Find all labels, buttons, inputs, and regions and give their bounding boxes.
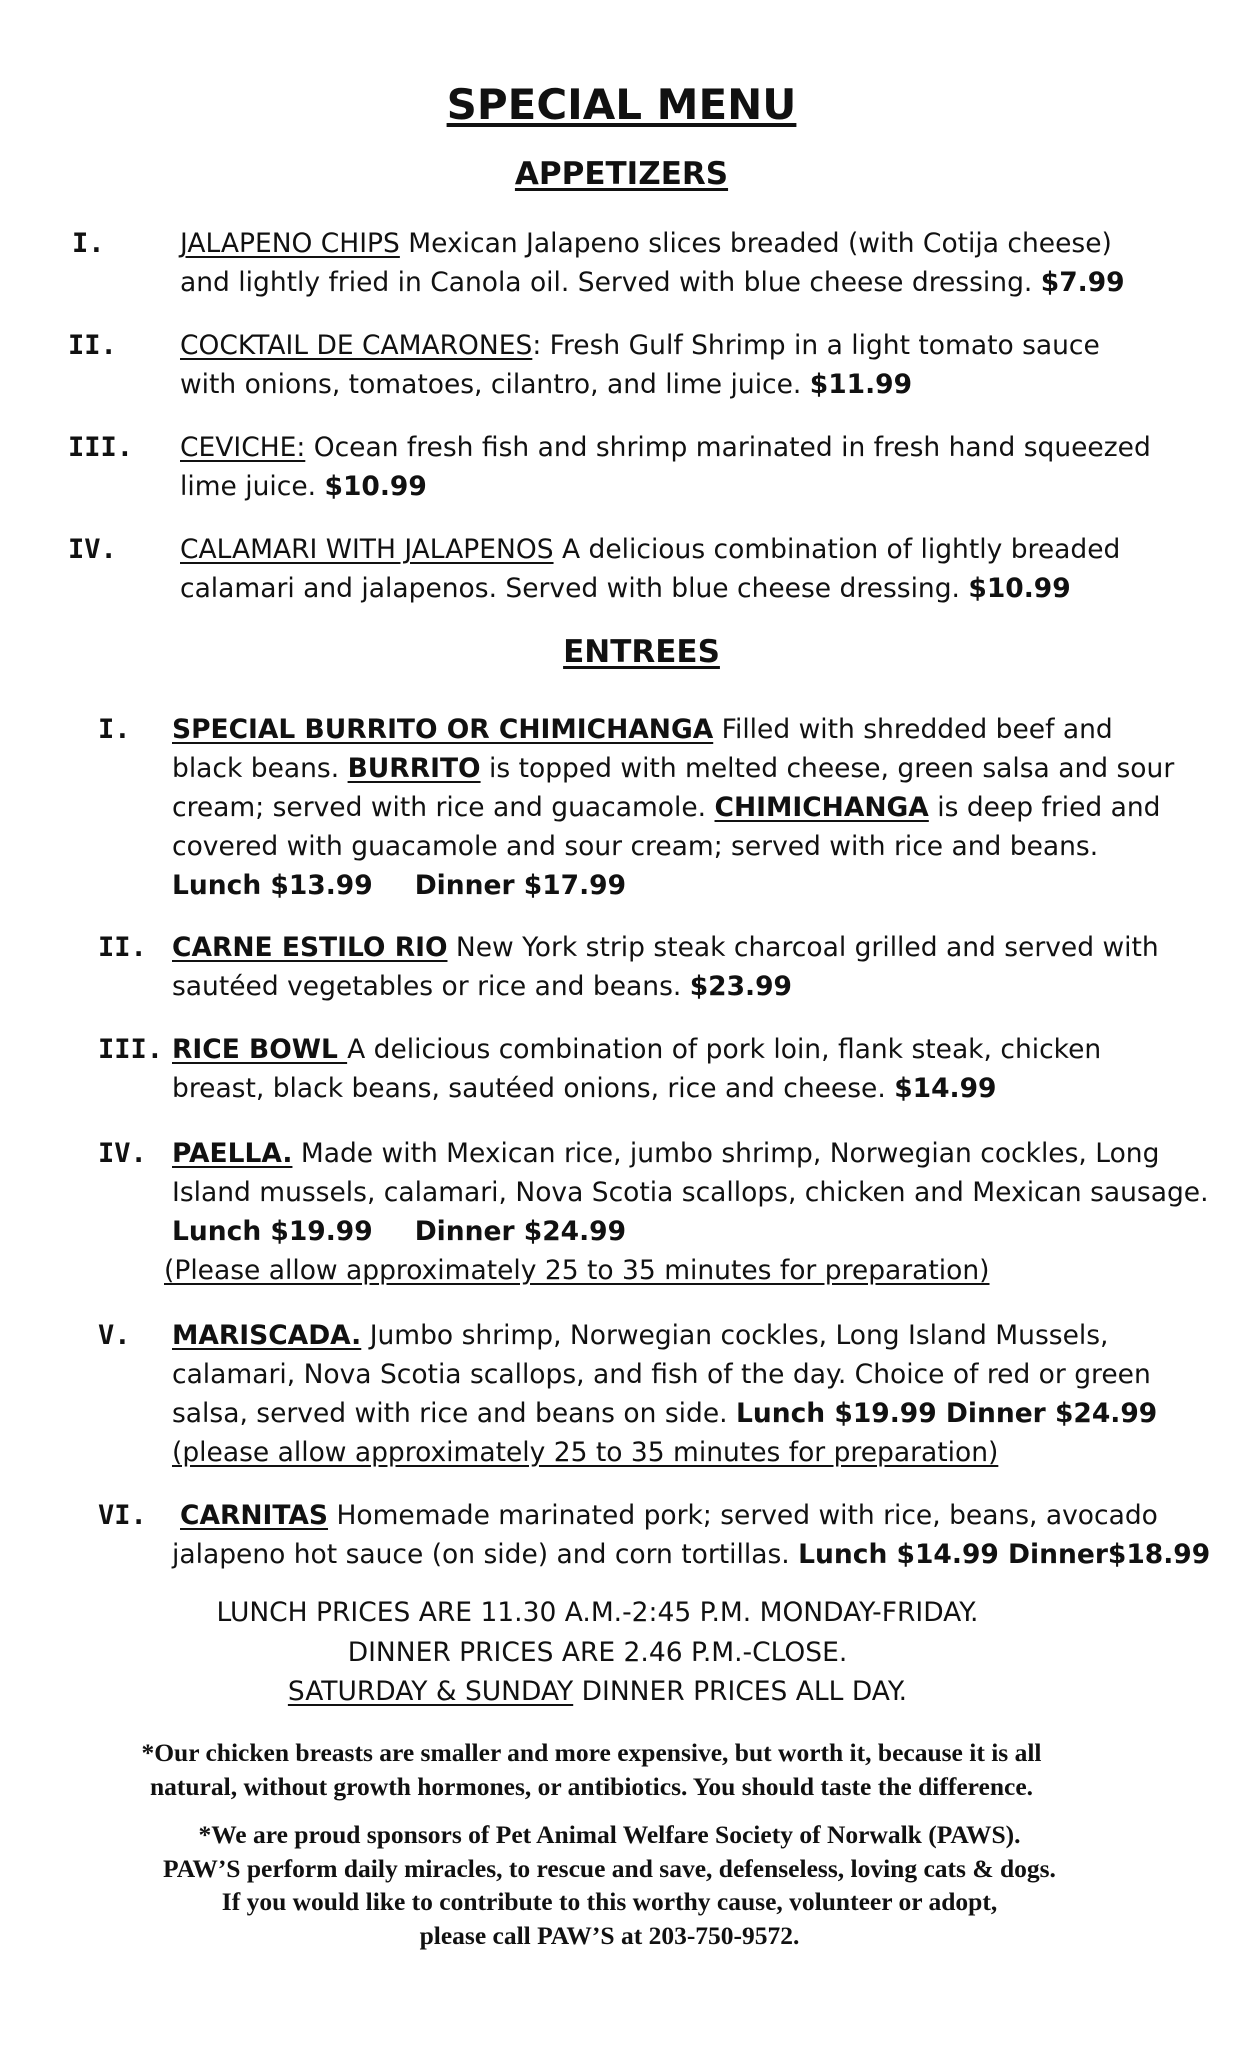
item-name: CALAMARI WITH JALAPENOS (180, 534, 554, 565)
item-name: SPECIAL BURRITO OR CHIMICHANGA (172, 714, 714, 745)
entree-item: SPECIAL BURRITO OR CHIMICHANGA Filled with shredded beef and black beans. BURRITO is topped with melted cheese, green salsa and sour cream; served with rice and guacamole. CHIMICHANGA is deep fried and covered with guacamole and sour cream; served with rice and beans. Lunch $13.99 Dinner $17.99 (172, 714, 1175, 901)
item-price: Lunch $19.99 Dinner $24.99 (735, 1398, 1158, 1429)
dinner-price: Dinner $24.99 (414, 1216, 627, 1247)
entree-number: VI. (98, 1500, 147, 1531)
item-price: $10.99 (324, 471, 427, 502)
appetizer-item: CEVICHE: Ocean fresh fish and shrimp marinated in fresh hand squeezed lime juice. $10.99 (180, 432, 1151, 502)
entree-item: CARNITAS Homemade marinated pork; served with rice, beans, avocado jalapeno hot sauce (on side) and corn tortillas. Lunch $14.99 Dinner$18.99 (172, 1500, 1211, 1570)
item-price: Lunch $14.99 Dinner$18.99 (798, 1539, 1211, 1570)
appetizer-number: III. (68, 432, 134, 463)
dinner-price: Dinner $17.99 (414, 870, 627, 901)
appetizer-item: CALAMARI WITH JALAPENOS A delicious combination of lightly breaded calamari and jalapenos. Served with blue cheese dressing. $10.99 (180, 534, 1121, 604)
lunch-price: Lunch $19.99 (172, 1216, 373, 1247)
item-name: CARNITAS (180, 1500, 329, 1531)
entree-number: I. (98, 714, 131, 745)
entree-item: MARISCADA. Jumbo shrimp, Norwegian cockles, Long Island Mussels, calamari, Nova Scotia scallops, and fish of the day. Choice of red or green salsa, served with rice and beans on side. Lunch $19.99 Dinner $24.99 (please allow approximately 25 to 35 minutes for preparation) (172, 1320, 1158, 1468)
prep-note: (Please allow approximately 25 to 35 minutes for preparation) (164, 1255, 990, 1286)
lunch-price: Lunch $13.99 (172, 870, 373, 901)
chicken-note: *Our chicken breasts are smaller and more expensive, but worth it, because it is all natural, without growth hormones, or antibiotics. You should taste the difference. (141, 1738, 1042, 1801)
item-price: $14.99 (894, 1073, 997, 1104)
item-price: $7.99 (1040, 267, 1125, 298)
item-name: CEVICHE: (180, 432, 306, 463)
entree-number: II. (98, 932, 147, 963)
entrees-heading: ENTREES (563, 634, 720, 670)
item-price: $11.99 (809, 369, 913, 400)
entree-item: CARNE ESTILO RIO New York strip steak charcoal grilled and served with sautéed vegetables or rice and beans. $23.99 (172, 932, 1159, 1002)
appetizer-item: COCKTAIL DE CAMARONES: Fresh Gulf Shrimp in a light tomato sauce with onions, tomatoes, cilantro, and lime juice. $11.99 (180, 330, 1100, 400)
entree-number: IV. (98, 1138, 147, 1169)
item-price: $23.99 (689, 971, 792, 1002)
entree-item: PAELLA. Made with Mexican rice, jumbo shrimp, Norwegian cockles, Long Island mussels, calamari, Nova Scotia scallops, chicken and Mexican sausage. Lunch $19.99 Dinner $24.99 (Please allow approximately 25 to 35 minutes for preparation) (164, 1138, 1209, 1286)
item-name: MARISCADA. (172, 1320, 362, 1351)
item-name: COCKTAIL DE CAMARONES (180, 330, 533, 361)
appetizer-number: II. (68, 330, 117, 361)
item-name: PAELLA. (172, 1138, 293, 1169)
entree-number: III. (98, 1034, 164, 1065)
lunch-hours: LUNCH PRICES ARE 11.30 A.M.-2:45 P.M. MONDAY-FRIDAY. (216, 1597, 979, 1628)
appetizers-heading: APPETIZERS (514, 156, 729, 192)
paws-note: *We are proud sponsors of Pet Animal Welfare Society of Norwalk (PAWS). PAW’S perform daily miracles, to rescue and save, defenseless, loving cats & dogs. If you would like to contribute to this worthy cause, volunteer or adopt, please call PAW’S at 203-750-9572. (163, 1820, 1056, 1950)
appetizer-number: I. (72, 228, 105, 259)
item-name: CARNE ESTILO RIO (172, 932, 448, 963)
appetizer-item: JALAPENO CHIPS Mexican Jalapeno slices breaded (with Cotija cheese) and lightly fried in Canola oil. Served with blue cheese dressing. $7.99 (180, 228, 1125, 298)
entree-number: V. (98, 1320, 131, 1351)
entree-item: RICE BOWL A delicious combination of pork loin, flank steak, chicken breast, black beans, sautéed onions, rice and cheese. $14.99 (172, 1034, 1102, 1104)
prep-note: (please allow approximately 25 to 35 minutes for preparation) (172, 1437, 999, 1468)
weekend-hours: SATURDAY & SUNDAY DINNER PRICES ALL DAY. (287, 1676, 908, 1707)
item-price: $10.99 (968, 573, 1071, 604)
dinner-hours: DINNER PRICES ARE 2.46 P.M.-CLOSE. (347, 1636, 848, 1668)
appetizer-number: IV. (68, 534, 117, 565)
price-hours (0, 1593, 1219, 1712)
menu-title: SPECIAL MENU (446, 80, 797, 129)
item-name: JALAPENO CHIPS (180, 228, 400, 259)
item-name: RICE BOWL (172, 1034, 348, 1065)
